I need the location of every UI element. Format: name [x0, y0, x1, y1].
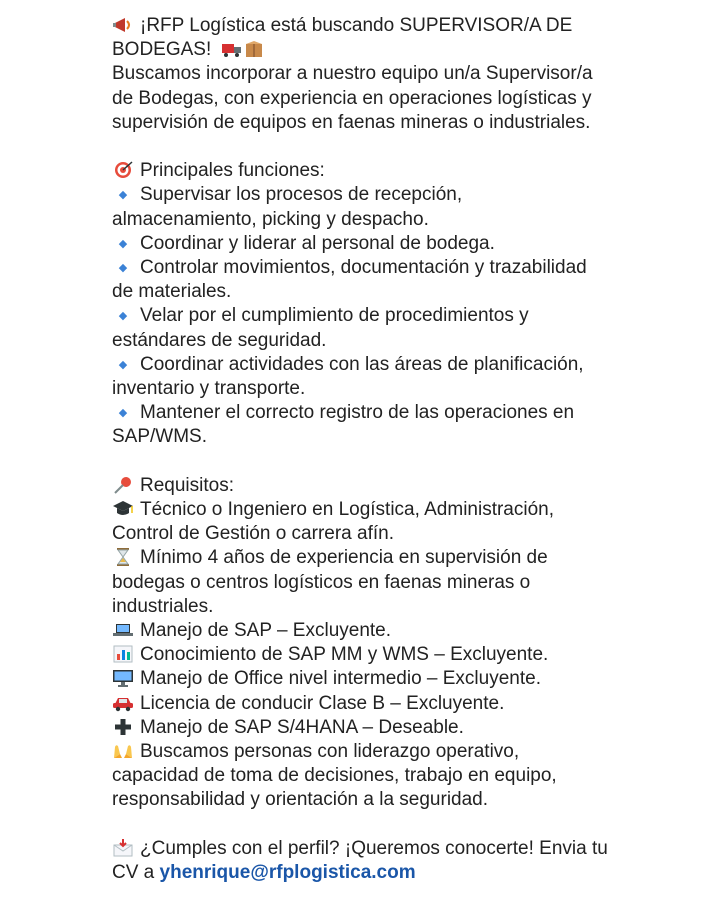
function-item: ◆ Coordinar y liderar al personal de bodega.	[112, 232, 712, 256]
target-icon	[112, 161, 134, 179]
envelope-arrow-icon	[112, 839, 134, 857]
diamond-bullet-icon: ◆	[118, 237, 128, 250]
plus-icon	[112, 718, 134, 736]
function-item-cont: SAP/WMS.	[112, 426, 208, 448]
hourglass-icon	[112, 548, 134, 566]
function-item-cont: de materiales.	[112, 281, 232, 303]
requirement-item: Mínimo 4 años de experiencia en supervisión de	[112, 546, 712, 570]
requirement-item-cont: Control de Gestión o carrera afín.	[112, 523, 394, 545]
package-icon	[243, 40, 265, 58]
cta-line-2	[112, 861, 712, 885]
megaphone-icon	[112, 16, 134, 34]
requirement-item: Manejo de Office nivel intermedio – Excluyente.	[112, 667, 712, 691]
requirement-item: Buscamos personas con liderazgo operativo,	[112, 740, 712, 764]
desktop-icon	[112, 669, 134, 687]
graduation-cap-icon	[112, 500, 134, 518]
cta-line-1	[112, 837, 712, 861]
desc-line-1: Buscamos incorporar a nuestro equipo un/a Supervisor/a	[112, 63, 593, 85]
title-line-2	[112, 38, 712, 62]
function-item: ◆ Mantener el correcto registro de las operaciones en	[112, 401, 712, 425]
email-link[interactable]: yhenrique@rfplogistica.com	[159, 862, 416, 884]
laptop-icon	[112, 621, 134, 639]
requirement-item: Manejo de SAP – Excluyente.	[112, 619, 712, 643]
requirement-item-cont: bodegas o centros logísticos en faenas mineras o	[112, 571, 531, 593]
requirement-item: Licencia de conducir Clase B – Excluyente.	[112, 692, 712, 716]
requirement-item-cont: industriales.	[112, 595, 214, 617]
title-text-1: ¡RFP Logística está buscando SUPERVISOR/A DE	[140, 15, 573, 36]
function-item-cont: estándares de seguridad.	[112, 329, 327, 351]
functions-heading	[112, 159, 712, 183]
desc-line-3: supervisión de equipos en faenas mineras o industriales.	[112, 111, 591, 133]
pushpin-icon	[112, 476, 134, 494]
cta-text-1: ¿Cumples con el perfil? ¡Queremos conocerte! Envia tu	[140, 837, 608, 859]
function-item: ◆ Coordinar actividades con las áreas de planificación,	[112, 353, 712, 377]
requirement-item-cont: responsabilidad y orientación a la seguridad.	[112, 789, 489, 811]
requirements-heading-text: Requisitos:	[140, 474, 234, 496]
function-item: ◆ Velar por el cumplimiento de procedimientos y	[112, 304, 712, 328]
requirements-heading	[112, 474, 712, 498]
job-post	[112, 14, 712, 885]
diamond-bullet-icon: ◆	[118, 358, 128, 371]
function-item-cont: almacenamiento, picking y despacho.	[112, 208, 429, 230]
title-text-2: BODEGAS!	[112, 39, 212, 61]
function-item: ◆ Controlar movimientos, documentación y trazabilidad	[112, 256, 712, 280]
diamond-bullet-icon: ◆	[118, 310, 128, 323]
diamond-bullet-icon: ◆	[118, 262, 128, 275]
diamond-bullet-icon: ◆	[118, 189, 128, 202]
car-icon	[112, 694, 134, 712]
requirement-item: Manejo de SAP S/4HANA – Deseable.	[112, 716, 712, 740]
requirement-item: Conocimiento de SAP MM y WMS – Excluyente.	[112, 643, 712, 667]
bar-chart-icon	[112, 645, 134, 663]
truck-icon	[221, 40, 243, 58]
function-item-cont: inventario y transporte.	[112, 378, 306, 400]
requirement-item-cont: capacidad de toma de decisiones, trabajo en equipo,	[112, 765, 557, 787]
title-line-1	[112, 14, 712, 38]
desc-line-2: de Bodegas, con experiencia en operaciones logísticas y	[112, 87, 592, 109]
functions-heading-text: Principales funciones:	[140, 160, 325, 182]
raised-hands-icon	[112, 742, 134, 760]
cta-prefix: CV a	[112, 862, 160, 884]
diamond-bullet-icon: ◆	[118, 407, 128, 420]
requirement-item: Técnico o Ingeniero en Logística, Administración,	[112, 498, 712, 522]
function-item: ◆ Supervisar los procesos de recepción,	[112, 183, 712, 207]
